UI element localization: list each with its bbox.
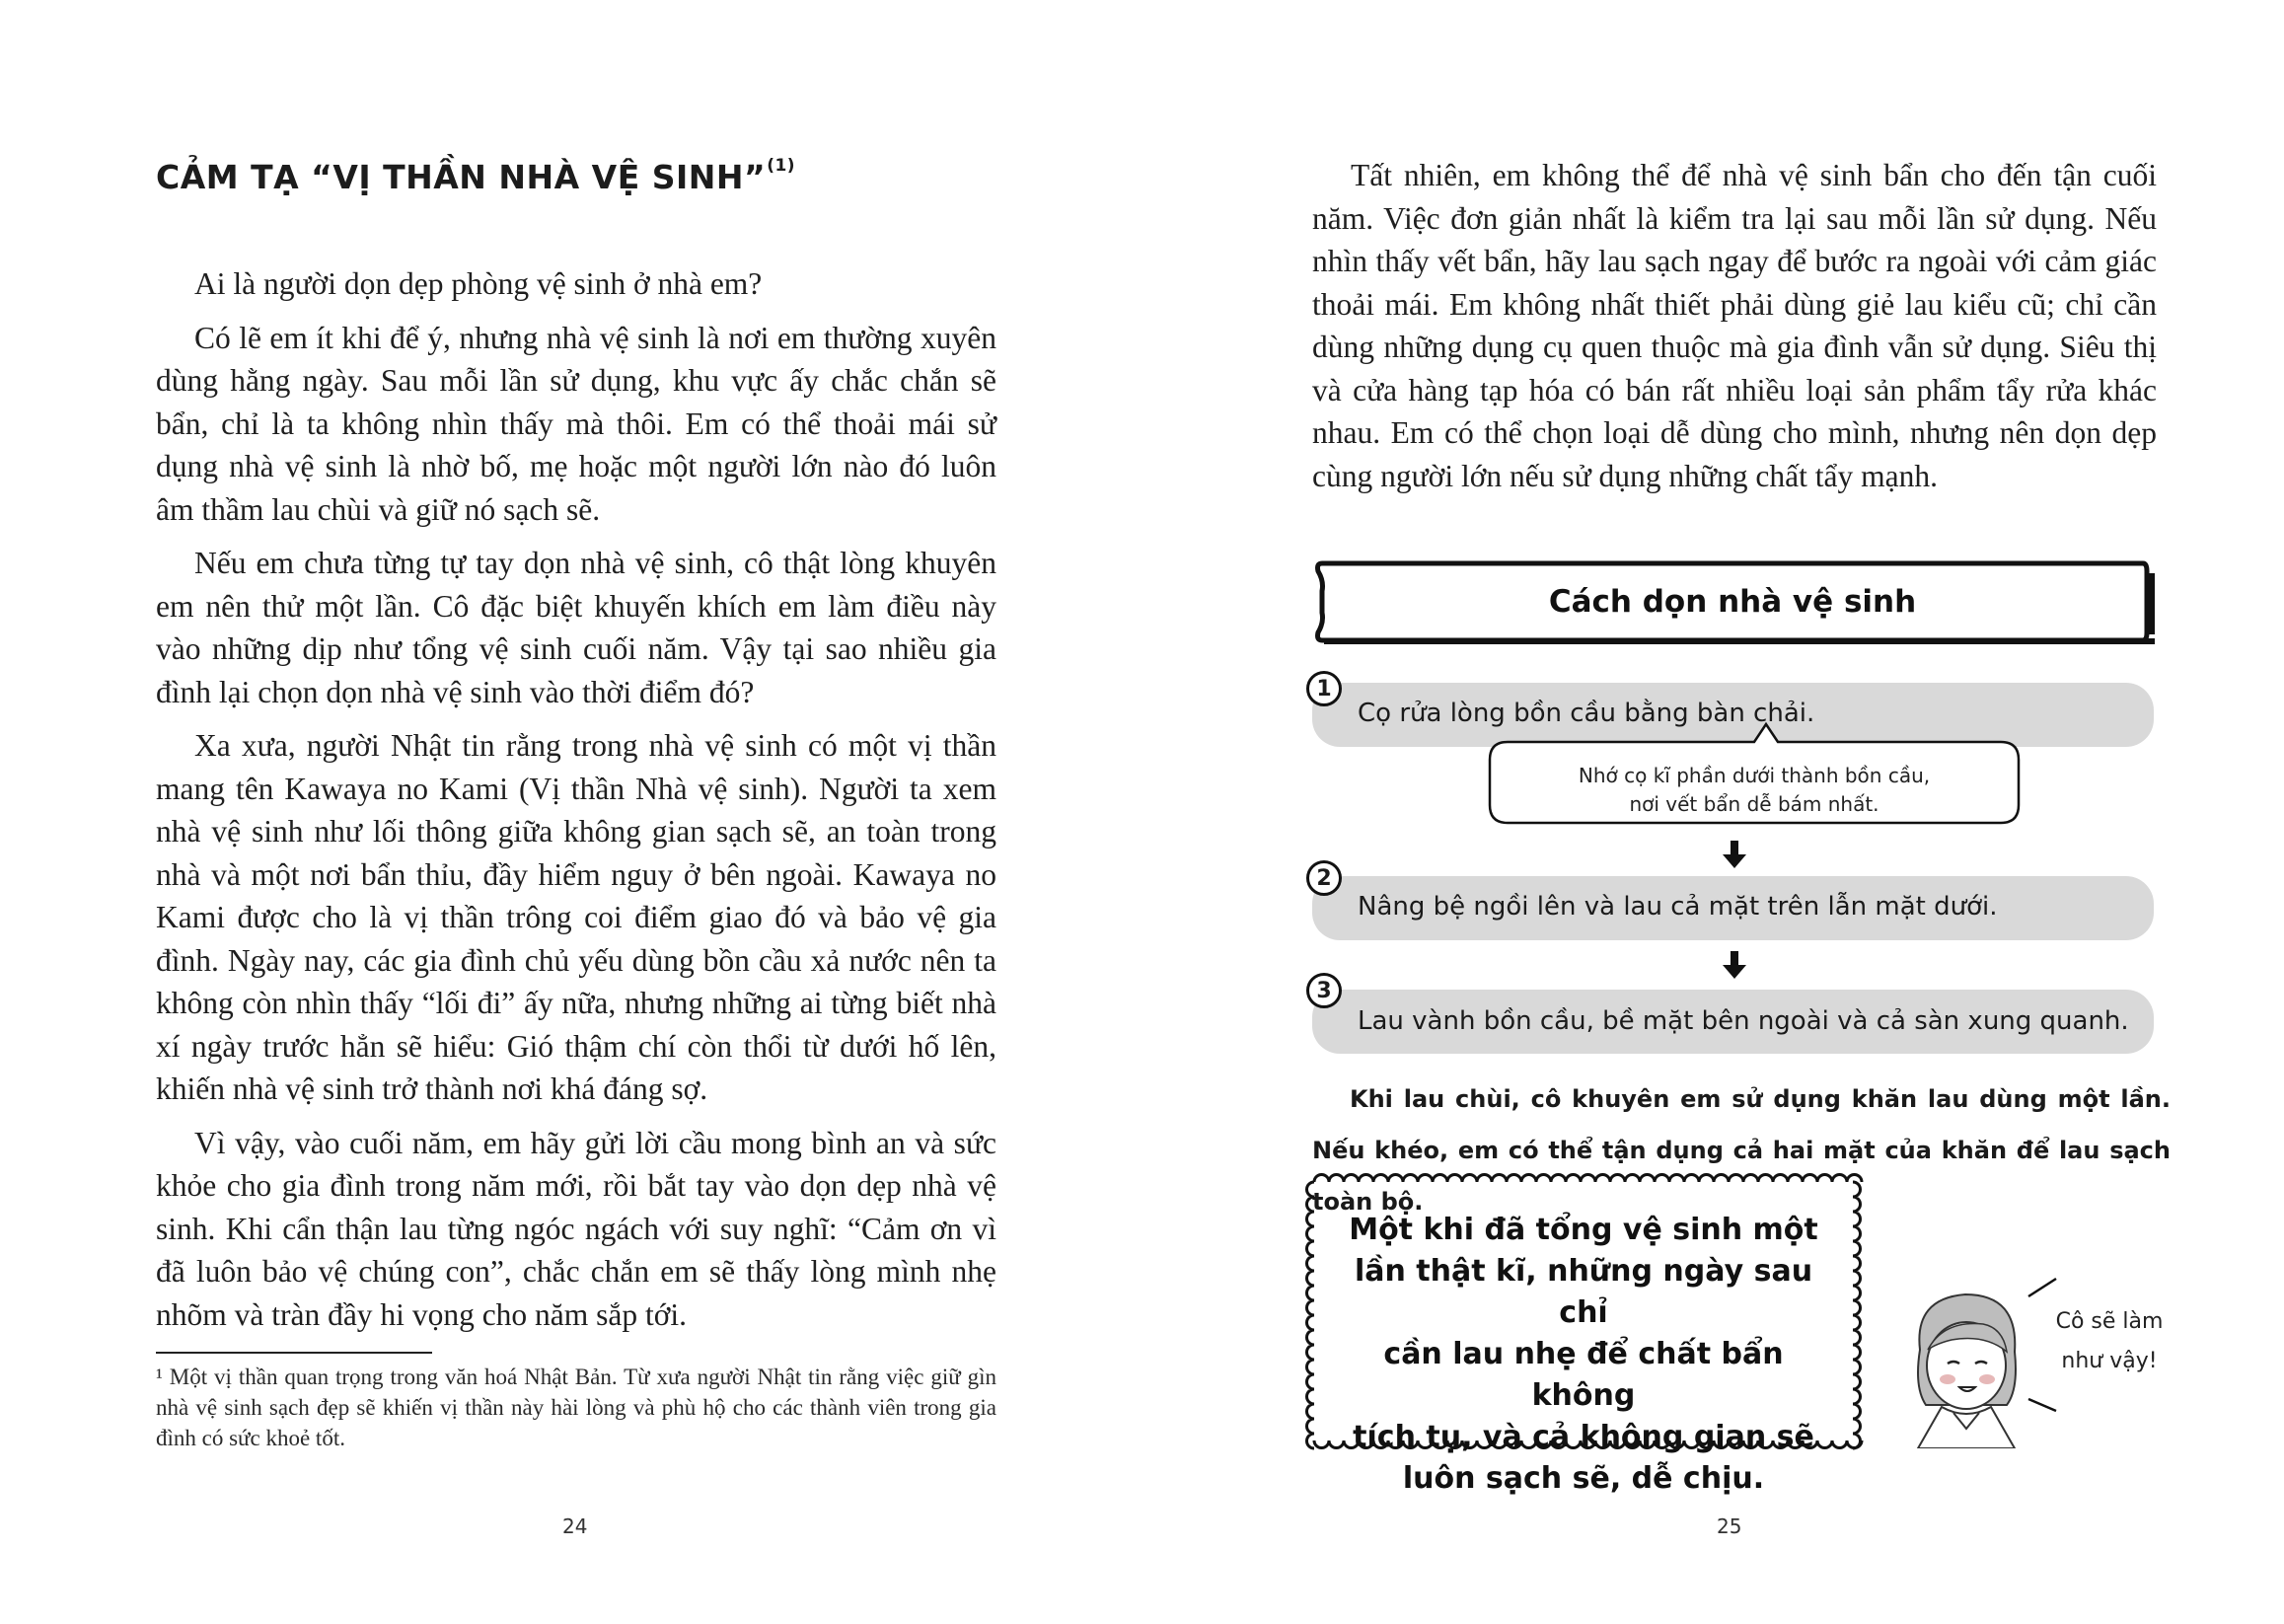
callout-line: Nhớ cọ kĩ phần dưới thành bồn cầu,: [1578, 764, 1931, 787]
speech-line: Cô sẽ làm: [2055, 1309, 2164, 1334]
heading-footnote-mark: (1): [767, 156, 796, 176]
step-1-label: Cọ rửa lòng bồn cầu bằng bàn chải.: [1358, 699, 1815, 728]
intro-paragraph: Tất nhiên, em không thể để nhà vệ sinh bẩn cho đến tận cuối năm. Việc đơn giản nhất là kiểm tra lại sau mỗi lần sử dụng. Nếu nhìn thấy vết bẩn, hãy lau sạch ngay để bước ra ngoài với cảm giác thoải mái. Em không nhất thiết phải dùng giẻ lau kiểu cũ; chỉ cần dùng những dụng cụ quen thuộc mà gia đình vẫn sử dụng. Siêu thị và cửa hàng tạp hóa có bán rất nhiều loại sản phẩm tẩy rửa khác nhau. Em có thể chọn loại dễ dùng cho mình, nhưng nên dọn dẹp cùng người lớn nếu sử dụng những chất tẩy mạnh.: [1312, 158, 2157, 493]
right-page: [1142, 0, 2284, 1624]
step-3-label: Lau vành bồn cầu, bề mặt bên ngoài và cả sàn xung quanh.: [1358, 1006, 2129, 1036]
step-number-badge: 1: [1306, 671, 1342, 706]
teacher-avatar: [1892, 1281, 2040, 1448]
step-number-badge: 3: [1306, 973, 1342, 1008]
step-number-badge: 2: [1306, 860, 1342, 896]
quote-line: luôn sạch sẽ, dễ chịu.: [1402, 1461, 1765, 1496]
callout-text: [1488, 762, 2021, 819]
section-title: Cách dọn nhà vệ sinh: [1548, 584, 1917, 620]
chapter-heading: [156, 156, 795, 196]
quote-line: cần lau nhẹ để chất bẩn không: [1383, 1337, 1784, 1413]
callout-line: nơi vết bẩn dễ bám nhất.: [1629, 792, 1879, 816]
step-1-callout: [1488, 740, 2021, 836]
quote-line: tích tụ, và cả không gian sẽ: [1353, 1420, 1814, 1454]
section-banner: [1312, 559, 2161, 644]
quote-box: [1302, 1170, 1865, 1496]
intro-text: [1312, 154, 2157, 497]
paragraph: Ai là người dọn dẹp phòng vệ sinh ở nhà em?: [194, 266, 763, 301]
paragraph: Nếu em chưa từng tự tay dọn nhà vệ sinh, cô thật lòng khuyên em nên thử một lần. Cô đặc biệt khuyến khích em làm điều này vào những dịp như tổng vệ sinh cuối năm. Vậy tại sao nhiều gia đình lại chọn dọn nhà vệ sinh vào thời điểm đó?: [156, 546, 996, 709]
speech-line: như vậy!: [2061, 1349, 2158, 1373]
teacher-speech: [2030, 1302, 2188, 1381]
paragraph: Có lẽ em ít khi để ý, nhưng nhà vệ sinh là nơi em thường xuyên dùng hằng ngày. Sau mỗi lần sử dụng, khu vực ấy chắc chắn sẽ bẩn, chỉ là ta không nhìn thấy mà thôi. Em có thể thoải mái sử dụng nhà vệ sinh là nhờ bố, mẹ hoặc một người lớn nào đó luôn âm thầm lau chùi và giữ nó sạch sẽ.: [156, 320, 996, 527]
quote-line: Một khi đã tổng vệ sinh một: [1349, 1213, 1818, 1247]
step-2-label: Nâng bệ ngồi lên và lau cả mặt trên lẫn mặt dưới.: [1358, 892, 1998, 922]
cleaning-tip: Khi lau chùi, cô khuyên em sử dụng khăn lau dùng một lần. Nếu khéo, em có thể tận dụng cả hai mặt của khăn để lau sạch toàn bộ.: [1312, 1085, 2171, 1216]
left-body: [156, 262, 996, 1347]
page-number: 25: [1717, 1514, 1742, 1538]
paragraph: Vì vậy, vào cuối năm, em hãy gửi lời cầu mong bình an và sức khỏe cho gia đình trong năm mới, rồi bắt tay vào dọn dẹp nhà vệ sinh. Khi cẩn thận lau từng ngóc ngách với suy nghĩ: “Cảm ơn vì đã luôn bảo vệ chúng con”, chắc chắn em sẽ thấy lòng mình nhẹ nhõm và tràn đầy hi vọng cho năm sắp tới.: [156, 1125, 996, 1332]
quote-text: [1342, 1210, 1825, 1500]
heading-text: CẢM TẠ “VỊ THẦN NHÀ VỆ SINH”: [156, 158, 767, 196]
down-arrow-icon: [1723, 951, 1746, 981]
page-number: 24: [562, 1514, 588, 1538]
footnote-divider: [156, 1352, 432, 1354]
down-arrow-icon: [1723, 841, 1746, 870]
footnote: ¹ Một vị thần quan trọng trong văn hoá Nhật Bản. Từ xưa người Nhật tin rằng việc giữ gìn nhà vệ sinh sạch đẹp sẽ khiến vị thần này hài lòng và phù hộ cho các thành viên trong gia đình có sức khoẻ tốt.: [156, 1365, 996, 1450]
quote-line: lần thật kĩ, những ngày sau chỉ: [1354, 1254, 1813, 1330]
paragraph: Xa xưa, người Nhật tin rằng trong nhà vệ sinh có một vị thần mang tên Kawaya no Kami (Vị thần Nhà vệ sinh). Người ta xem nhà vệ sinh như lối thông giữa không gian sạch sẽ, an toàn trong nhà và một nơi bẩn thỉu, đầy hiểm nguy ở bên ngoài. Kawaya no Kami được cho là vị thần trông coi điểm giao đó và bảo vệ gia đình. Ngày nay, các gia đình chủ yếu dùng bồn cầu xả nước nên ta không còn nhìn thấy “lối đi” ấy nữa, nhưng những ai từng biết nhà xí ngày trước hẳn sẽ hiểu: Gió thậm chí còn thổi từ dưới hố lên, khiến nhà vệ sinh trở thành nơi khá đáng sợ.: [156, 728, 996, 1106]
